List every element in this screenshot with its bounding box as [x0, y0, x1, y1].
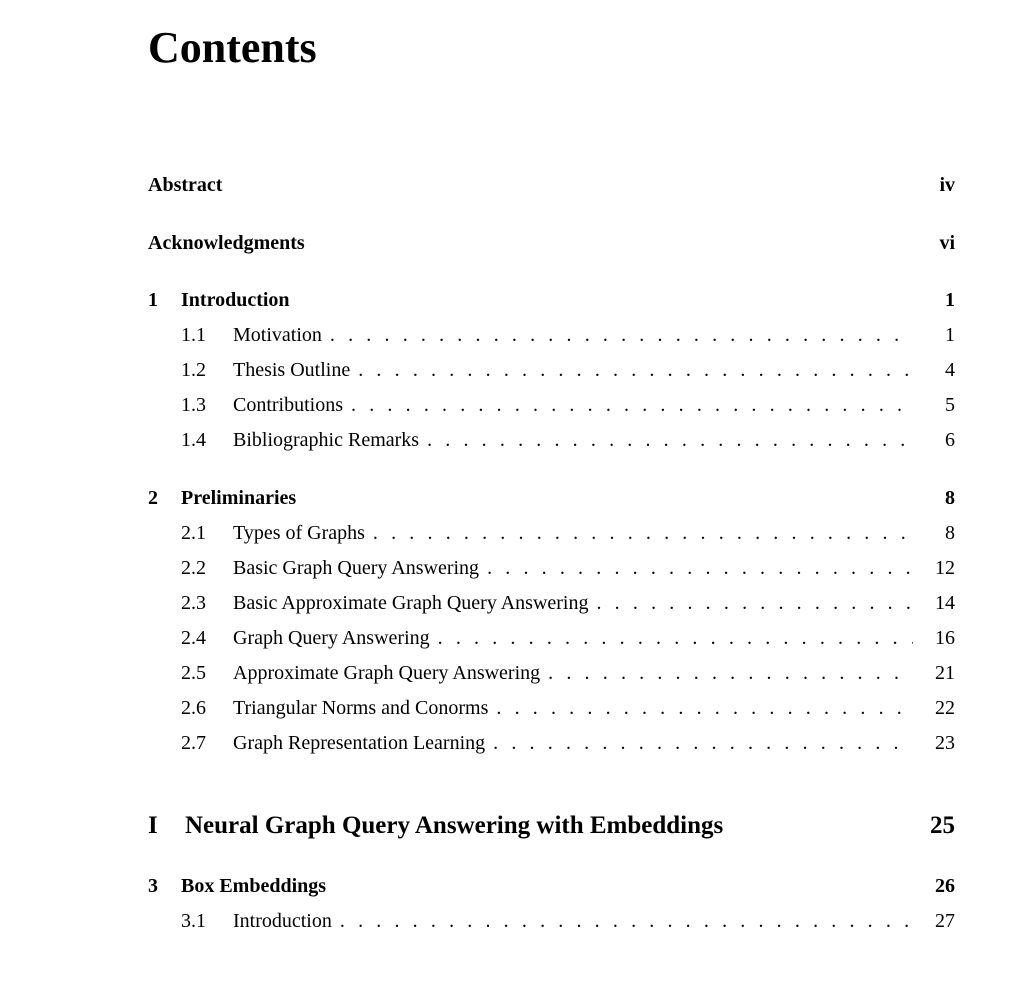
section-page: 4: [945, 359, 955, 381]
dot-leader: [485, 732, 913, 755]
chapter-page: 1: [945, 289, 955, 311]
section-page: 22: [935, 697, 955, 719]
chapter-title: Introduction: [181, 289, 290, 311]
dot-leader: [430, 627, 913, 650]
dot-leader: [350, 359, 913, 382]
section-title: Graph Representation Learning: [233, 732, 486, 754]
section-number: 1.2: [181, 359, 206, 381]
toc-section-1-2[interactable]: [181, 359, 955, 389]
section-page: 5: [945, 394, 955, 416]
section-page: 27: [935, 910, 955, 932]
section-title: Triangular Norms and Conorms: [233, 697, 489, 719]
part-title: Neural Graph Query Answering with Embeddings: [185, 812, 724, 839]
page-title: Contents: [148, 23, 317, 72]
section-title: Approximate Graph Query Answering: [233, 662, 541, 684]
chapter-title: Box Embeddings: [181, 875, 327, 897]
section-title: Bibliographic Remarks: [233, 429, 420, 451]
section-page: 8: [945, 522, 955, 544]
section-page: 6: [945, 429, 955, 451]
section-number: 2.1: [181, 522, 206, 544]
toc-part-1[interactable]: [148, 812, 955, 848]
toc-section-2-2[interactable]: [181, 557, 955, 587]
part-number: I: [148, 812, 158, 839]
section-number: 2.2: [181, 557, 206, 579]
section-page: 16: [935, 627, 955, 649]
section-title: Types of Graphs: [233, 522, 365, 544]
section-page: 1: [945, 324, 955, 346]
section-number: 2.7: [181, 732, 206, 754]
section-number: 1.3: [181, 394, 206, 416]
chapter-number: 2: [148, 487, 158, 509]
dot-leader: [488, 697, 913, 720]
dot-leader: [588, 592, 913, 615]
chapter-title: Preliminaries: [181, 487, 297, 509]
toc-entry-page: iv: [939, 174, 955, 196]
chapter-number: 3: [148, 875, 158, 897]
dot-leader: [419, 429, 913, 452]
toc-chapter-1[interactable]: [148, 289, 955, 319]
toc-chapter-3[interactable]: [148, 875, 955, 905]
toc-section-3-1[interactable]: [181, 910, 955, 940]
dot-leader: [343, 394, 913, 417]
section-title: Contributions: [233, 394, 344, 416]
section-page: 12: [935, 557, 955, 579]
dot-leader: [540, 662, 913, 685]
section-title: Graph Query Answering: [233, 627, 430, 649]
section-page: 14: [935, 592, 955, 614]
toc-section-1-4[interactable]: [181, 429, 955, 459]
section-title: Introduction: [233, 910, 332, 932]
toc-section-2-1[interactable]: [181, 522, 955, 552]
toc-section-2-4[interactable]: [181, 627, 955, 657]
chapter-page: 8: [945, 487, 955, 509]
toc-entry-abstract[interactable]: [148, 174, 955, 204]
toc-section-1-1[interactable]: [181, 324, 955, 354]
toc-entry-title: Acknowledgments: [148, 232, 305, 254]
toc-section-2-3[interactable]: [181, 592, 955, 622]
chapter-number: 1: [148, 289, 158, 311]
section-page: 21: [935, 662, 955, 684]
section-title: Thesis Outline: [233, 359, 351, 381]
section-number: 2.5: [181, 662, 206, 684]
section-number: 2.3: [181, 592, 206, 614]
toc-chapter-2[interactable]: [148, 487, 955, 517]
dot-leader: [479, 557, 913, 580]
dot-leader: [332, 910, 913, 933]
section-number: 2.4: [181, 627, 206, 649]
section-number: 1.4: [181, 429, 206, 451]
toc-entry-title: Abstract: [148, 174, 223, 196]
part-page: 25: [930, 812, 955, 839]
chapter-page: 26: [935, 875, 955, 897]
toc-section-2-5[interactable]: [181, 662, 955, 692]
section-number: 1.1: [181, 324, 206, 346]
dot-leader: [322, 324, 913, 347]
toc-section-2-7[interactable]: [181, 732, 955, 762]
toc-entry-page: vi: [939, 232, 955, 254]
section-title: Motivation: [233, 324, 322, 346]
toc-section-1-3[interactable]: [181, 394, 955, 424]
section-title: Basic Approximate Graph Query Answering: [233, 592, 589, 614]
toc-entry-acknowledgments[interactable]: [148, 232, 955, 262]
section-number: 2.6: [181, 697, 206, 719]
toc-section-2-6[interactable]: [181, 697, 955, 727]
dot-leader: [365, 522, 913, 545]
section-number: 3.1: [181, 910, 206, 932]
section-title: Basic Graph Query Answering: [233, 557, 480, 579]
section-page: 23: [935, 732, 955, 754]
